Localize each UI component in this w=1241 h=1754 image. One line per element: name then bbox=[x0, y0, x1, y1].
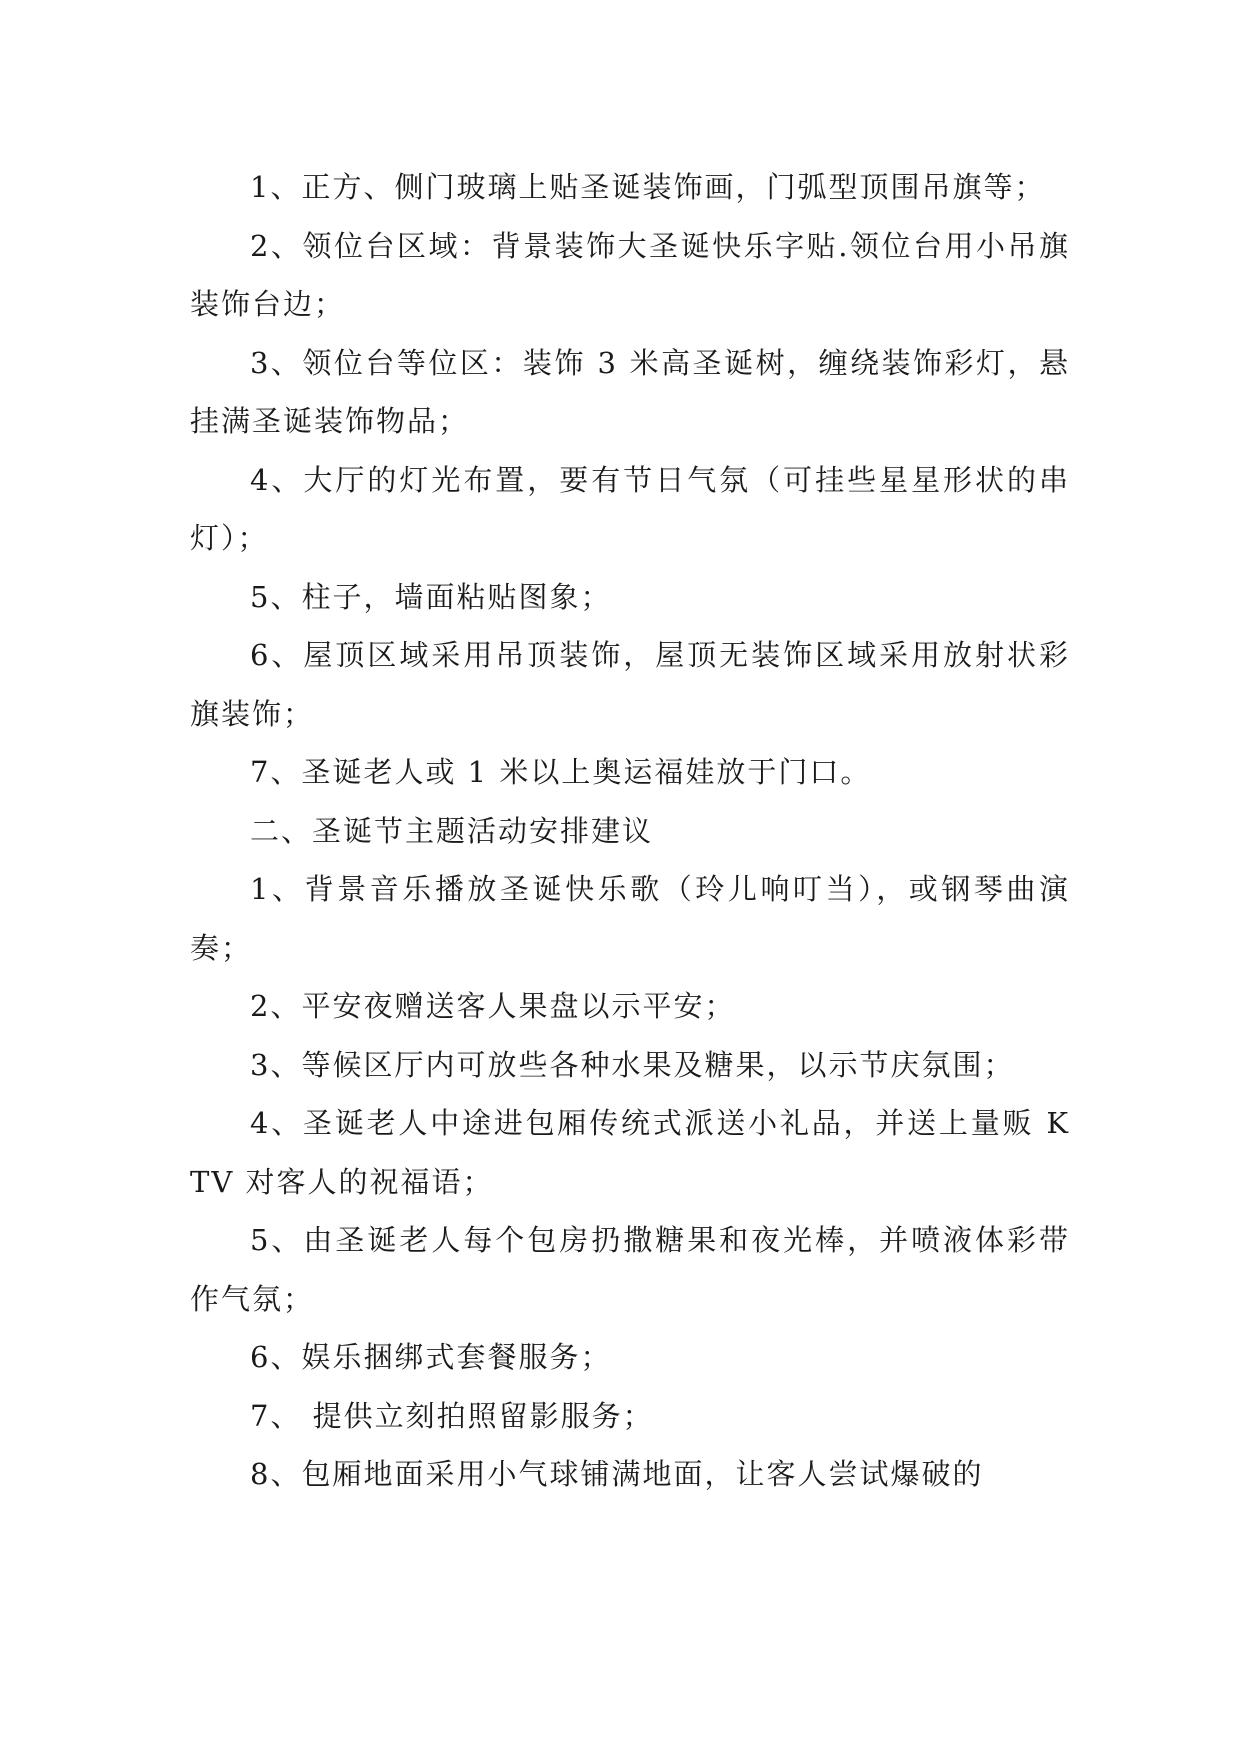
list-item: 7、 提供立刻拍照留影服务； bbox=[250, 1398, 654, 1433]
list-item: 2、领位台区域：背景装饰大圣诞快乐字贴.领位台用小吊旗装饰台边； bbox=[190, 228, 1070, 321]
list-item: 1、正方、侧门玻璃上贴圣诞装饰画，门弧型顶围吊旗等； bbox=[250, 170, 1046, 204]
document-body bbox=[190, 158, 1070, 1504]
list-item: 7、圣诞老人或 1 米以上奥运福娃放于门口。 bbox=[250, 755, 872, 789]
list-item: 2、平安夜赠送客人果盘以示平安； bbox=[250, 989, 736, 1023]
list-item: 3、领位台等位区：装饰 3 米高圣诞树，缠绕装饰彩灯，悬挂满圣诞装饰物品； bbox=[190, 345, 1070, 438]
section-heading: 二、圣诞节主题活动安排建议 bbox=[250, 813, 654, 848]
list-item: 5、柱子，墙面粘贴图象； bbox=[250, 579, 612, 614]
list-item: 1、背景音乐播放圣诞快乐歌（玲儿响叮当），或钢琴曲演奏； bbox=[190, 872, 1070, 965]
list-item: 4、圣诞老人中途进包厢传统式派送小礼品，并送上量贩 KTV 对客人的祝福语； bbox=[190, 1106, 1070, 1199]
list-item: 6、屋顶区域采用吊顶装饰，屋顶无装饰区域采用放射状彩旗装饰； bbox=[190, 638, 1070, 731]
list-item: 4、大厅的灯光布置，要有节日气氛（可挂些星星形状的串灯）； bbox=[190, 462, 1070, 555]
list-item: 6、娱乐捆绑式套餐服务； bbox=[250, 1340, 612, 1374]
list-item: 8、包厢地面采用小气球铺满地面，让客人尝试爆破的 bbox=[250, 1457, 984, 1491]
list-item: 3、等候区厅内可放些各种水果及糖果，以示节庆氛围； bbox=[250, 1047, 1015, 1082]
list-item: 5、由圣诞老人每个包房扔撒糖果和夜光棒，并喷液体彩带作气氛； bbox=[190, 1223, 1070, 1316]
